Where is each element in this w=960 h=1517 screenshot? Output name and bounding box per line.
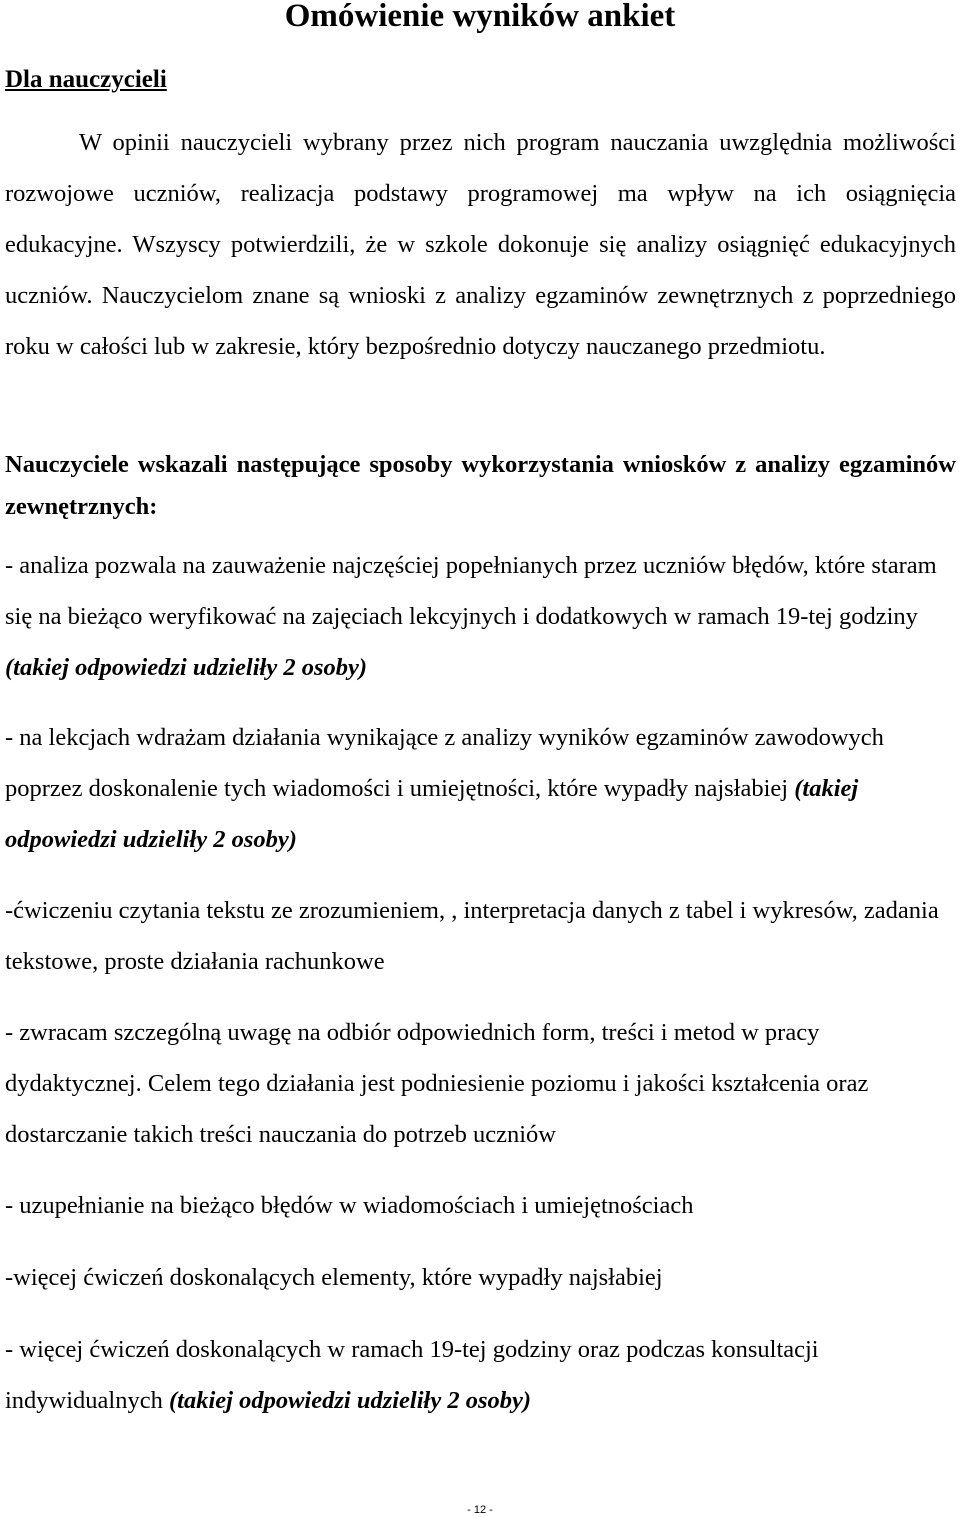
list-item-text: - analiza pozwala na zauważenie najczęściej popełnianych przez uczniów błędów, które staram się na bieżąco weryfikować na zajęciach lekcyjnych i dodatkowych w ramach 19-tej godziny (5, 552, 937, 630)
document-title-text: Omówienie wyników ankiet (284, 0, 676, 34)
list-item-note: (takiej odpowiedzi udzieliły 2 osoby) (5, 775, 859, 853)
list-item-text: -ćwiczeniu czytania tekstu ze zrozumieniem, , interpretacja danych z tabel i wykresów, zadania tekstowe, proste działania rachunkowe (5, 897, 939, 975)
bold-lead-paragraph: Nauczyciele wskazali następujące sposoby wykorzystania wniosków z analizy egzaminów zewnętrznych: (5, 451, 956, 520)
list-item-note: (takiej odpowiedzi udzieliły 2 osoby) (169, 1387, 532, 1414)
list-item-text: - więcej ćwiczeń doskonalących w ramach 19-tej godziny oraz podczas konsultacji indywidualnych (5, 1336, 819, 1414)
document-title (0, 0, 960, 38)
list-item (5, 1007, 956, 1160)
list-item (5, 1252, 956, 1303)
section-heading: Dla nauczycieli (5, 66, 167, 93)
list-item-text: - zwracam szczególną uwagę na odbiór odpowiednich form, treści i metod w pracy dydaktycznej. Celem tego działania jest podniesienie poziomu i jakości kształcenia oraz dostarczanie takich treści nauczania do potrzeb uczniów (5, 1019, 869, 1148)
list-item (5, 540, 956, 693)
list-item (5, 1180, 956, 1231)
list-item (5, 1324, 956, 1426)
page-number: - 12 - (467, 1504, 493, 1516)
intro-paragraph: W opinii nauczycieli wybrany przez nich program nauczania uwzględnia możliwości rozwojowe uczniów, realizacja podstawy programowej ma wpływ na ich osiągnięcia edukacyjne. Wszyscy potwierdzili, że w szkole dokonuje się analizy osiągnięć edukacyjnych uczniów. Nauczycielom znane są wnioski z analizy egzaminów zewnętrznych z poprzedniego roku w całości lub w zakresie, który bezpośrednio dotyczy nauczanego przedmiotu. (5, 129, 956, 360)
list-item-text: -więcej ćwiczeń doskonalących elementy, które wypadły najsłabiej (5, 1264, 663, 1291)
list-item-text: - uzupełnianie na bieżąco błędów w wiadomościach i umiejętnościach (5, 1192, 694, 1219)
list-item-note: (takiej odpowiedzi udzieliły 2 osoby) (5, 654, 368, 681)
list-item (5, 885, 956, 987)
list-item-text: - na lekcjach wdrażam działania wynikające z analizy wyników egzaminów zawodowych poprzez doskonalenie tych wiadomości i umiejętności, które wypadły najsłabiej (5, 724, 884, 802)
list-item (5, 712, 956, 865)
